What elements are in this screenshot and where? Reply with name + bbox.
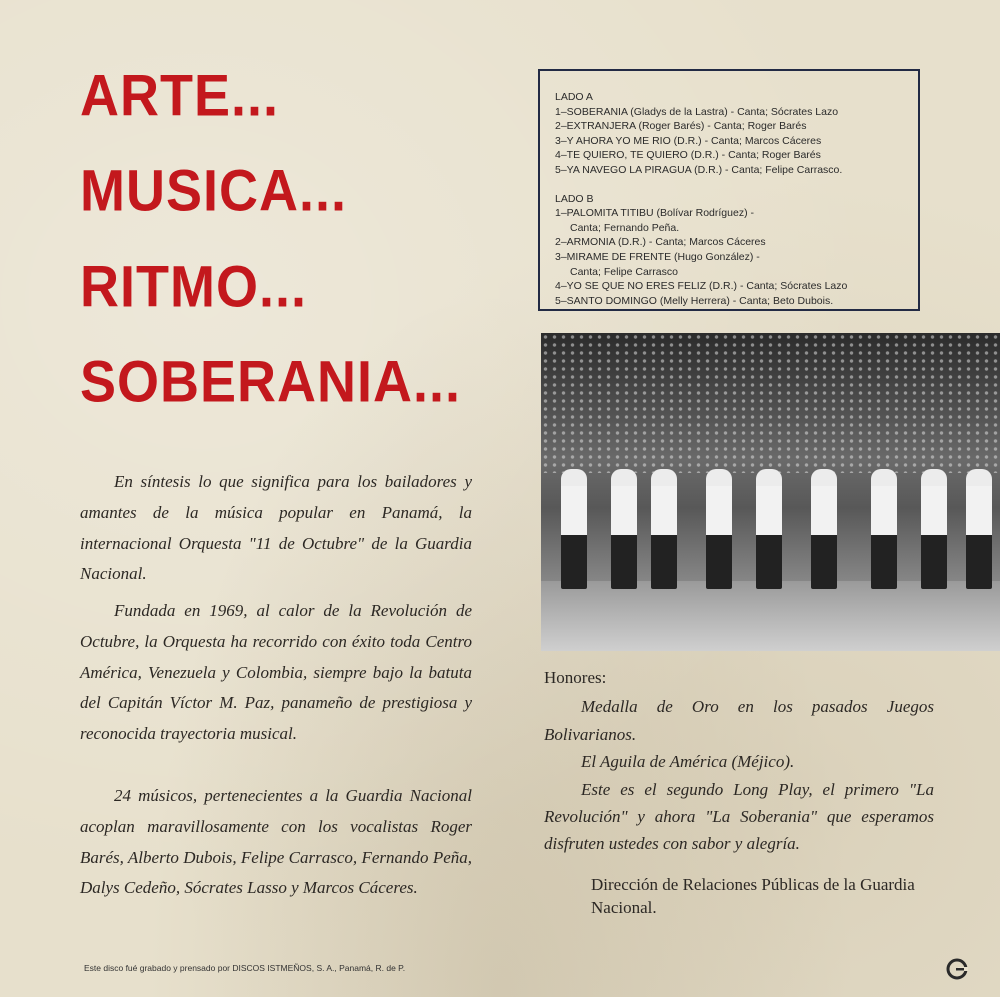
side-a-label: LADO A [555, 91, 593, 103]
track-item: 5–SANTO DOMINGO (Melly Herrera) - Canta; Beto Dubois. [555, 294, 834, 307]
photo-musician [651, 469, 677, 589]
honores-item: Este es el segundo Long Play, el primero "La Revolución" y ahora "La Soberania" que esperamos disfruten ustedes con sabor y alegría. [544, 779, 934, 854]
track-item: 3–MIRAME DE FRENTE (Hugo González) - [555, 250, 760, 263]
headline-musica: MUSICA... [80, 158, 348, 224]
body-paragraph-3: 24 músicos, pertenecientes a la Guardia Nacional acoplan maravillosamente con los vocalistas Roger Barés, Alberto Dubois, Felipe Carrasco, Fernando Peña, Dalys Cedeño, Sócrates Lasso y Marcos Cáceres. [80, 786, 472, 898]
headline-soberania: SOBERANIA... [80, 349, 462, 415]
track-item: 2–ARMONIA (D.R.) - Canta; Marcos Cáceres [555, 236, 766, 249]
photo-musician [756, 469, 782, 589]
record-label-logo-icon [946, 958, 968, 980]
photo-musician [811, 469, 837, 589]
photo-musician [706, 469, 732, 589]
track-item: 2–EXTRANJERA (Roger Barés) - Canta; Roger Barés [555, 120, 807, 133]
track-item: 4–TE QUIERO, TE QUIERO (D.R.) - Canta; Roger Barés [555, 149, 821, 162]
photo-musician [921, 469, 947, 589]
track-item: 1–PALOMITA TITIBU (Bolívar Rodríguez) - [555, 207, 754, 220]
orchestra-photo [541, 333, 1000, 651]
tracklist-box [538, 69, 920, 311]
headline-arte: ARTE... [80, 63, 280, 129]
track-item: 5–YA NAVEGO LA PIRAGUA (D.R.) - Canta; Felipe Carrasco. [555, 163, 843, 176]
honores-item: Medalla de Oro en los pasados Juegos Bolivarianos. [544, 697, 934, 744]
photo-musician [561, 469, 587, 589]
side-b-label: LADO B [555, 192, 594, 205]
photo-musician [611, 469, 637, 589]
track-item-continuation: Canta; Felipe Carrasco [570, 265, 678, 278]
track-item: 4–YO SE QUE NO ERES FELIZ (D.R.) - Canta; Sócrates Lazo [555, 280, 848, 293]
body-paragraph-2: Fundada en 1969, al calor de la Revolución de Octubre, la Orquesta ha recorrido con éxito toda Centro América, Venezuela y Colombia, siempre bajo la batuta del Capitán Víctor M. Paz, panameño de prestigiosa y reconocida trayectoria musical. [80, 601, 472, 744]
headline-ritmo: RITMO... [80, 254, 307, 320]
photo-musician [966, 469, 992, 589]
signature: Dirección de Relaciones Públicas de la Guardia Nacional. [591, 875, 915, 917]
track-item: 3–Y AHORA YO ME RIO (D.R.) - Canta; Marcos Cáceres [555, 134, 822, 147]
honores-title: Honores: [544, 668, 607, 687]
photo-crowd [541, 333, 1000, 473]
honores-item: El Aguila de América (Méjico). [581, 752, 795, 772]
footer-note: Este disco fué grabado y prensado por DISCOS ISTMEÑOS, S. A., Panamá, R. de P. [84, 963, 406, 973]
body-paragraph-1: En síntesis lo que significa para los bailadores y amantes de la música popular en Panamá, la internacional Orquesta "11 de Octubre" de la Guardia Nacional. [80, 472, 472, 584]
photo-stage [541, 581, 1000, 651]
photo-musician [871, 469, 897, 589]
honores-section [544, 664, 934, 858]
track-item: 1–SOBERANIA (Gladys de la Lastra) - Canta; Sócrates Lazo [555, 105, 839, 118]
track-item-continuation: Canta; Fernando Peña. [570, 221, 680, 234]
